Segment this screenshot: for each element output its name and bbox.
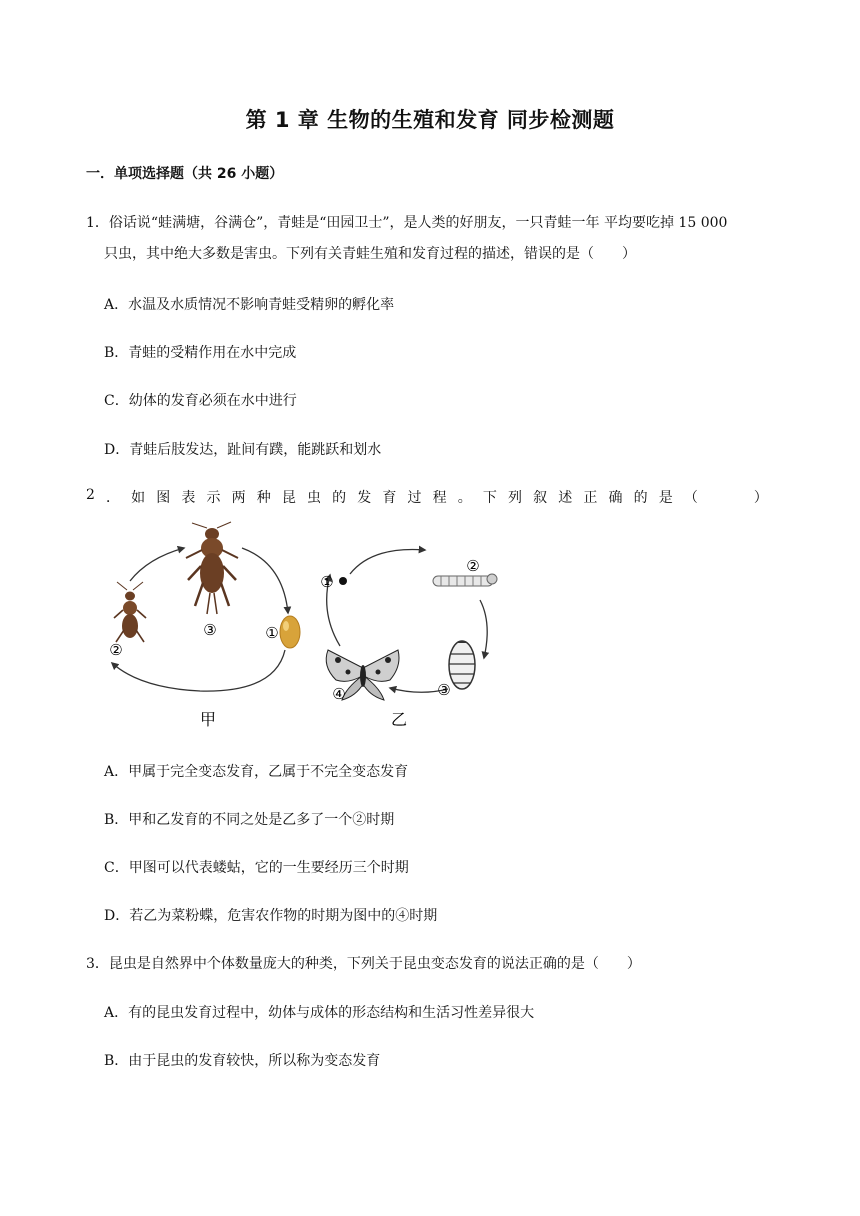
question-1-option-a: A．水温及水质情况不影响青蛙受精卵的孵化率 bbox=[104, 297, 395, 313]
cycle-right bbox=[320, 550, 497, 730]
question-3-option-b: B．由于昆虫的发育较快，所以称为变态发育 bbox=[104, 1053, 381, 1069]
question-2-stem: 2 ． 如 图 表 示 两 种 昆 虫 的 发 育 过 程 。 下 列 叙 述 正 确 的 是 （ ） bbox=[86, 487, 768, 506]
question-2-option-c: C．甲图可以代表蝼蛄，它的一生要经历三个时期 bbox=[104, 860, 409, 876]
pupa-icon bbox=[449, 641, 475, 690]
question-1-line-2: 只虫，其中绝大多数是害虫。下列有关青蛙生殖和发育过程的描述，错误的是（ ） bbox=[104, 246, 636, 262]
stage-mark-3-right: ③ bbox=[437, 681, 451, 699]
cricket-egg-icon bbox=[280, 616, 300, 648]
cycle-left bbox=[109, 522, 300, 729]
stage-mark-2-right: ② bbox=[466, 557, 480, 575]
figure-label-right: 乙 bbox=[390, 710, 408, 729]
stage-mark-1-right: ① bbox=[320, 573, 334, 591]
question-1-line-1: 1．俗话说“蛙满塘，谷满仓”，青蛙是“田园卫士”，是人类的好朋友，一只青蛙一年 平均要吃掉 15 000 bbox=[86, 215, 728, 231]
moth-egg-icon bbox=[339, 577, 347, 585]
cricket-nymph-icon bbox=[114, 582, 146, 642]
question-1-option-d: D．青蛙后肢发达，趾间有蹼，能跳跃和划水 bbox=[104, 442, 382, 458]
question-3-stem: 3．昆虫是自然界中个体数量庞大的种类，下列关于昆虫变态发育的说法正确的是（ ） bbox=[86, 956, 641, 972]
section-heading: 一．单项选择题（共 26 小题） bbox=[86, 166, 284, 182]
question-2-option-a: A．甲属于完全变态发育，乙属于不完全变态发育 bbox=[104, 764, 409, 780]
question-3-option-a: A．有的昆虫发育过程中，幼体与成体的形态结构和生活习性差异很大 bbox=[104, 1005, 535, 1021]
figure-label-left: 甲 bbox=[199, 710, 217, 729]
question-2-option-b: B．甲和乙发育的不同之处是乙多了一个②时期 bbox=[104, 812, 395, 828]
stage-mark-4-right: ④ bbox=[332, 685, 346, 703]
question-2-option-d: D．若乙为菜粉蝶，危害农作物的时期为图中的④时期 bbox=[104, 908, 438, 924]
stage-mark-2-left: ② bbox=[109, 641, 123, 659]
caterpillar-icon bbox=[433, 574, 497, 586]
stage-mark-1-left: ① bbox=[265, 624, 279, 642]
question-1-option-b: B．青蛙的受精作用在水中完成 bbox=[104, 345, 297, 361]
page-title: 第 1 章 生物的生殖和发育 同步检测题 bbox=[245, 108, 615, 132]
cricket-adult-icon bbox=[186, 522, 238, 614]
question-1-option-c: C．幼体的发育必须在水中进行 bbox=[104, 393, 297, 409]
insect-life-cycle-figure bbox=[100, 518, 510, 733]
stage-mark-3-left: ③ bbox=[203, 621, 217, 639]
